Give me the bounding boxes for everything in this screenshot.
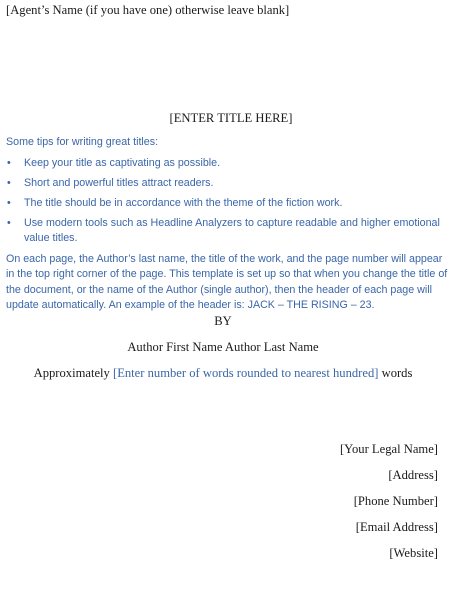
contact-block — [340, 441, 438, 571]
header-info-paragraph: On each page, the Author’s last name, the title of the work, and the page number will appear in the top right corner of the page. This template is set up so that when you change the title of the document, or the name of the Author (single author), then the header of each page will update automatically. An example of the header is: JACK – THE RISING – 23. — [6, 253, 448, 311]
author-name-placeholder[interactable]: Author First Name Author Last Name — [127, 340, 319, 354]
bullet-icon: • — [7, 177, 11, 189]
word-count-prefix: Approximately — [33, 366, 110, 380]
tips-heading: Some tips for writing great titles: — [6, 136, 159, 148]
bullet-icon: • — [7, 157, 11, 169]
address-placeholder[interactable]: [Address] — [388, 468, 438, 482]
title-placeholder[interactable]: [ENTER TITLE HERE] — [169, 111, 293, 125]
agent-name-placeholder[interactable]: [Agent’s Name (if you have one) otherwise leave blank] — [6, 3, 290, 17]
tip-text: Short and powerful titles attract readers. — [24, 177, 214, 189]
email-placeholder[interactable]: [Email Address] — [355, 520, 438, 534]
tip-item — [6, 216, 452, 246]
legal-name-placeholder[interactable]: [Your Legal Name] — [339, 442, 438, 456]
word-count-line — [0, 366, 446, 381]
bullet-icon: • — [7, 197, 11, 209]
tip-text: The title should be in accordance with the theme of the fiction work. — [24, 197, 343, 209]
tip-item — [6, 196, 452, 211]
word-count-placeholder[interactable]: [Enter number of words rounded to nearest hundred] — [113, 366, 379, 380]
website-placeholder[interactable]: [Website] — [389, 546, 438, 560]
tip-item — [6, 156, 452, 171]
phone-placeholder[interactable]: [Phone Number] — [353, 494, 438, 508]
tip-text: Keep your title as captivating as possible. — [24, 157, 221, 169]
by-label: BY — [214, 314, 232, 328]
tips-list — [6, 156, 452, 251]
word-count-suffix: words — [381, 366, 413, 380]
tip-text: Use modern tools such as Headline Analyzers to capture readable and higher emotional value titles. — [24, 217, 440, 244]
tip-item — [6, 176, 452, 191]
bullet-icon: • — [7, 217, 11, 229]
